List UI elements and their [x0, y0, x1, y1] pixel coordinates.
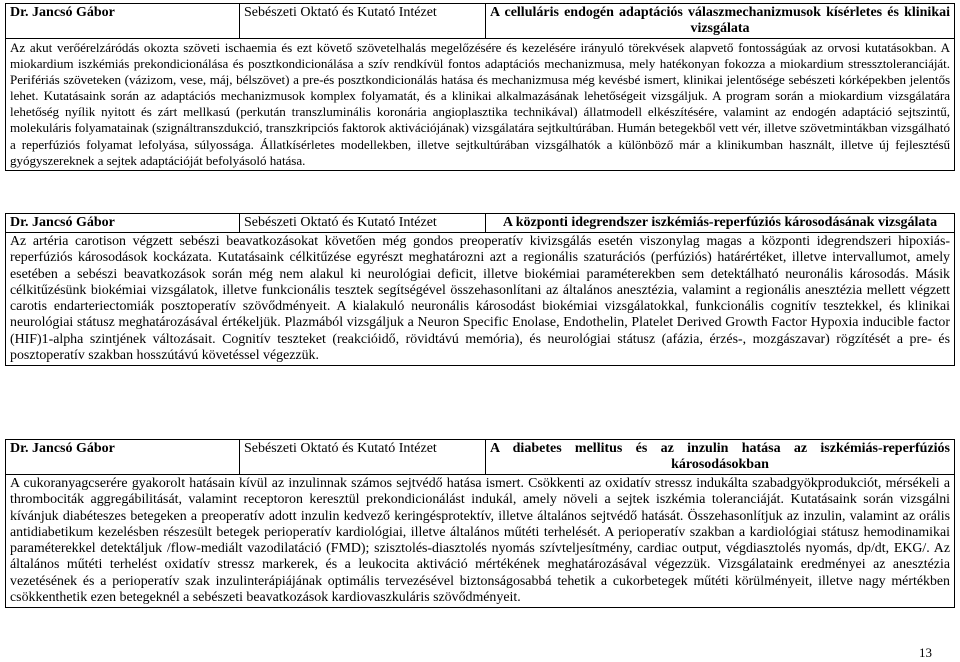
author-cell	[6, 4, 240, 39]
institute-name: Sebészeti Oktató és Kutató Intézet	[240, 4, 486, 39]
project-abstract: Az artéria carotison végzett sebészi beavatkozásokat követően még gondos preoperatív kivizsgálás esetén viszonylag magas a központi idegrendszeri hipoxiás-reperfúziós károsodások kockázata. Kutatásaink célkitűzése egyrészt meghatározni azt a regionális szaturációs (perfúziós) határértéket, illetve intervallumot, amely esetében a sebészi beavatkozások során még nem alakul ki neurológiai deficit, illetve biokémiai paraméterekben sem detektálható neuronális károsodás. Másik célkitűzésünk biokémiai vizsgálatok, illetve funkcionális tesztek segítségével összehasonlítani az általános anesztézia, valamint a regionális anesztézia mellett végzett carotis endarteriectomiák posztoperatív szövődményeit. A kialakuló neuronális károsodást biokémiai vizsgálatokkal, funkcionális cognitív tesztekkel, és klinikai neurológiai státusz meghatározásával értékeljük. Plazmából vizsgáljuk a Neuron Specific Enolase, Endothelin, Platelet Derived Growth Factor Hypoxia inducible factor (HIF)1-alpha szintjének változásait. Cognitív teszteket (reakcióidő, rövidtávú memória), és neurológiai státusz (afázia, érzés-, mozgászavar) rögzítését a pre- és posztoperatív szakban hosszútávú követéssel végezzük.	[6, 233, 955, 366]
author-prefix: Dr.	[10, 441, 29, 456]
institute-name: Sebészeti Oktató és Kutató Intézet	[240, 214, 486, 233]
entry-body-row	[6, 475, 955, 608]
project-abstract: Az akut verőérelzáródás okozta szöveti ischaemia és ezt követő szövetelhalás megelőzésére és kezelésére irányuló törekvések alapvető fontosságúak az orvosi kutatásokban. A miokardium iszkémiás prekondicionálása és posztkondicionálása a szív rendkívül fontos adaptációs mechanizmusa, mely hatékonyan fokozza a miokardium stressztoleranciáját. Perifériás szöveteken (vázizom, vese, máj, bélszövet) a pre-és posztkondicionálás hatása és mechanizmusa még kevésbé ismert, klinikai jelentősége sebészeti kórképekben jelentős lehet. Kutatásaink során az adaptációs mechanizmusok komplex folyamatát, és a klinikai alkalmazásának lehetőségeit vizsgáljuk. A program során a miokardium vizsgálatára lehetőség nyílik nyitott és zárt mellkasú (perkután transzluminális koronária angioplasztika technikával) állatmodell elkészítésére, valamint az endogén adaptáció sejtszintű, molekuláris folyamatainak (szignáltranszdukció, transzkripciós faktorok aktivációjának) vizsgálatára sejtkultúrában. Humán betegekből vett vér, illetve szövetmintákban vizsgálható a reperfúziós folyamat lefolyása, súlyossága. Állatkísérletes modellekben, illetve sejtkultúrában vizsgálhatók a különböző már a klinikumban használt, illetve új fejlesztésű gyógyszereknek a sejtek adaptációját befolyásoló hatása.	[6, 39, 955, 171]
entry-header-row	[6, 214, 955, 233]
research-entry-1	[5, 3, 955, 171]
page-number: 13	[919, 645, 932, 660]
research-entry-3	[5, 439, 955, 608]
project-title: A központi idegrendszer iszkémiás-reperfúziós károsodásának vizsgálata	[486, 214, 955, 233]
author-name: Jancsó Gábor	[32, 441, 115, 456]
institute-name: Sebészeti Oktató és Kutató Intézet	[240, 440, 486, 475]
project-abstract: A cukoranyagcserére gyakorolt hatásain kívül az inzulinnak számos sejtvédő hatása ismert. Csökkenti az oxidatív stressz indukálta szabadgyökprodukciót, mérsékeli a thrombociták aggregábilitását, valamint receptoron keresztül prekondicionálást indukál, amely növeli a sejtek iszkémia toleranciáját. Kutatásaink során vizsgálni kívánjuk diabéteszes betegeken a preoperatív adott inzulin kedvező keringésprotektív, illetve általános sejtvédő hatását. Összehasonlítjuk az inzulin, valamint az orális antidiabetikum kezelésben részesült betegek perioperatív kardiológiai, illetve általános műtéti terhelését. A perioperatív szakban a kardiológiai státusz hemodinamikai paraméterekkel detektáljuk /flow-mediált vazodilatáció (FMD); szisztolés-diasztolés nyomás szívteljesítmény, cardiac output, végdiasztolés nyomás, dp/dt, EKG/. Az általános műtéti terhelést oxidatív stressz markerek, és a leukocita aktiváció mértékének meghatározásával végezzük. Vizsgálataink eredményei az anesztézia vezetésének és a perioperatív szak inzulinterápiájának optimális tervezésével biztonságosabbá tehetik a cukorbetegek műtéti körülményeit, illetve nagy mértékben csökkenthetik ezen betegeknél a sebészeti beavatkozások kardiovaszkuláris szövődményeit.	[6, 475, 955, 608]
author-cell	[6, 440, 240, 475]
project-title: A celluláris endogén adaptációs válaszmechanizmusok kísérletes és klinikai vizsgálata	[486, 4, 955, 39]
author-prefix: Dr.	[10, 5, 29, 20]
entry-body-row	[6, 39, 955, 171]
author-cell	[6, 214, 240, 233]
author-name: Jancsó Gábor	[32, 215, 115, 230]
research-entry-2	[5, 213, 955, 366]
entry-header-row	[6, 4, 955, 39]
author-name: Jancsó Gábor	[32, 5, 115, 20]
entry-body-row	[6, 233, 955, 366]
author-prefix: Dr.	[10, 215, 29, 230]
project-title: A diabetes mellitus és az inzulin hatása az iszkémiás-reperfúziós károsodásokban	[486, 440, 955, 475]
entry-header-row	[6, 440, 955, 475]
